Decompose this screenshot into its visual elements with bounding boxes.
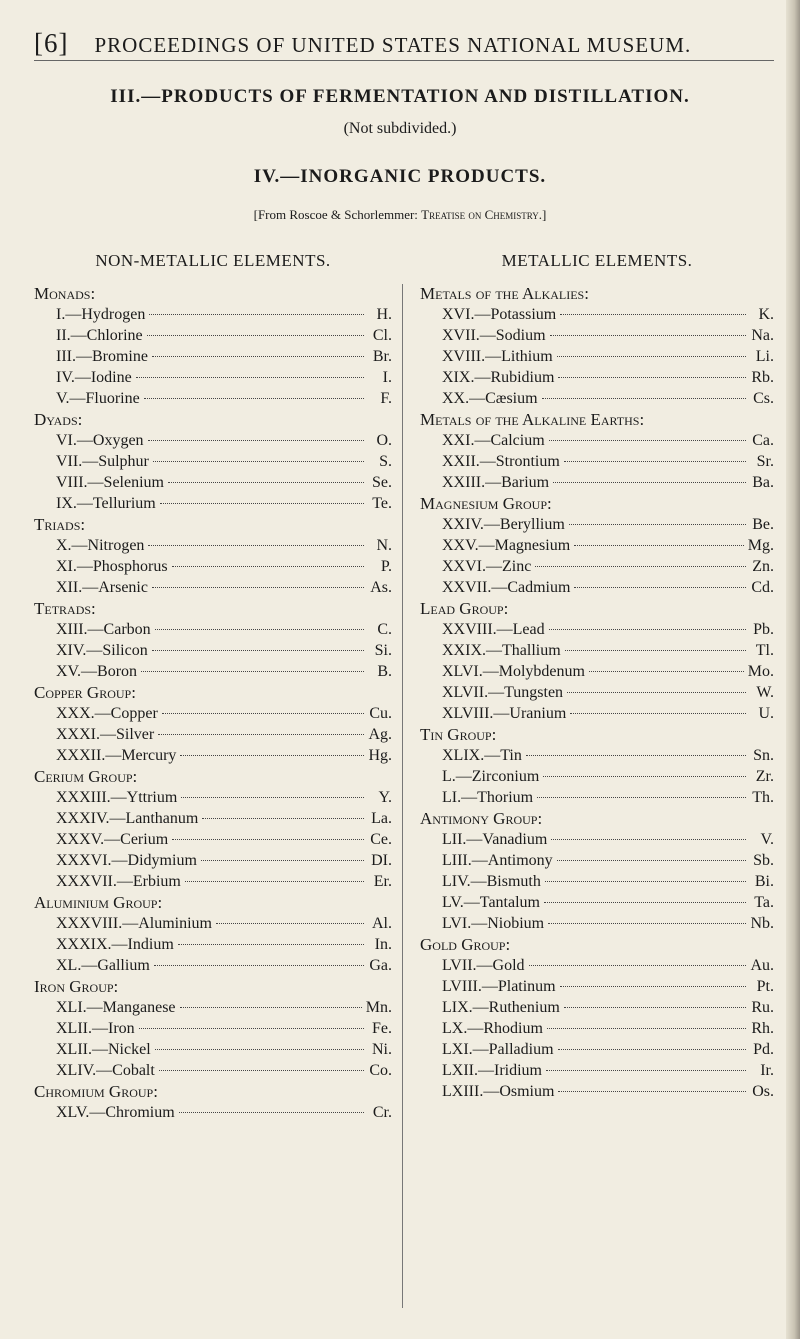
- dot-leader: [542, 398, 746, 399]
- element-symbol: Y.: [378, 789, 392, 806]
- group-heading: Iron Group:: [34, 977, 119, 996]
- element-symbol: Zn.: [752, 558, 774, 575]
- dot-leader: [158, 734, 364, 735]
- element-name: LIX.—Ruthenium: [442, 999, 560, 1016]
- element-symbol: V.: [760, 831, 774, 848]
- element-entry: [34, 913, 392, 934]
- group-heading: Copper Group:: [34, 683, 136, 702]
- source-prefix: [From Roscoe & Schorlemmer:: [253, 207, 418, 222]
- element-entry: [34, 430, 392, 451]
- element-entry: [34, 955, 392, 976]
- element-symbol: Co.: [369, 1062, 392, 1079]
- element-symbol: I.: [382, 369, 392, 386]
- element-entry: [420, 661, 774, 682]
- element-name: XX.—Cæsium: [442, 390, 538, 407]
- element-name: LVII.—Gold: [442, 957, 525, 974]
- element-entry: [420, 577, 774, 598]
- element-entry: [420, 892, 774, 913]
- dot-leader: [564, 1007, 746, 1008]
- element-entry: [420, 955, 774, 976]
- group-heading: Chromium Group:: [34, 1082, 158, 1101]
- element-name: V.—Fluorine: [56, 390, 140, 407]
- dot-leader: [548, 923, 746, 924]
- element-entry: [34, 871, 392, 892]
- element-symbol: U.: [758, 705, 774, 722]
- element-symbol: Mn.: [365, 999, 392, 1016]
- element-symbol: Bi.: [754, 873, 774, 890]
- dot-leader: [564, 461, 746, 462]
- element-entry: [34, 388, 392, 409]
- element-entry: [420, 1039, 774, 1060]
- dot-leader: [148, 545, 364, 546]
- dot-leader: [201, 860, 364, 861]
- dot-leader: [567, 692, 746, 693]
- dot-leader: [557, 356, 746, 357]
- non-metallic-column: [34, 247, 392, 1123]
- element-symbol: Te.: [372, 495, 392, 512]
- element-entry: [34, 556, 392, 577]
- dot-leader: [141, 671, 364, 672]
- element-entry: [420, 745, 774, 766]
- dot-leader: [560, 986, 746, 987]
- dot-leader: [152, 587, 364, 588]
- element-name: LXII.—Iridium: [442, 1062, 542, 1079]
- element-name: LIII.—Antimony: [442, 852, 553, 869]
- element-name: XXXVIII.—Aluminium: [56, 915, 212, 932]
- element-symbol: Na.: [751, 327, 774, 344]
- dot-leader: [557, 860, 746, 861]
- element-entry: [34, 997, 392, 1018]
- element-name: XXXIX.—Indium: [56, 936, 174, 953]
- dot-leader: [154, 965, 364, 966]
- element-symbol: Cd.: [751, 579, 774, 596]
- element-symbol: Os.: [752, 1083, 774, 1100]
- element-symbol: As.: [370, 579, 392, 596]
- element-entry: [420, 304, 774, 325]
- element-symbol: La.: [371, 810, 392, 827]
- element-entry: [34, 493, 392, 514]
- section-4-source: [0, 207, 800, 223]
- element-symbol: Ba.: [752, 474, 774, 491]
- element-symbol: Nb.: [750, 915, 774, 932]
- page-number: [6]: [34, 28, 69, 58]
- non-metallic-groups: [34, 283, 392, 1123]
- element-entry: [420, 472, 774, 493]
- element-entry: [34, 829, 392, 850]
- element-name: XXII.—Strontium: [442, 453, 560, 470]
- group-heading: Triads:: [34, 515, 86, 534]
- dot-leader: [529, 965, 746, 966]
- element-symbol: W.: [756, 684, 774, 701]
- element-entry: [34, 745, 392, 766]
- element-entry: [420, 325, 774, 346]
- group-heading: Dyads:: [34, 410, 83, 429]
- dot-leader: [558, 377, 746, 378]
- element-name: LVI.—Niobium: [442, 915, 545, 932]
- element-symbol: N.: [376, 537, 392, 554]
- element-name: XLIV.—Cobalt: [56, 1062, 155, 1079]
- element-name: XIV.—Silicon: [56, 642, 148, 659]
- element-entry: [34, 808, 392, 829]
- element-name: XXXIII.—Yttrium: [56, 789, 178, 806]
- element-symbol: K.: [758, 306, 774, 323]
- element-name: XLVI.—Molybdenum: [442, 663, 585, 680]
- group-heading: Monads:: [34, 284, 96, 303]
- group-heading: Tetrads:: [34, 599, 96, 618]
- dot-leader: [526, 755, 746, 756]
- dot-leader: [546, 1070, 746, 1071]
- dot-leader: [185, 881, 364, 882]
- element-name: XLII.—Iron: [56, 1020, 135, 1037]
- element-symbol: Sn.: [753, 747, 774, 764]
- element-entry: [420, 640, 774, 661]
- element-symbol: DI.: [371, 852, 392, 869]
- dot-leader: [153, 461, 364, 462]
- element-symbol: Rb.: [751, 369, 774, 386]
- element-entry: [420, 766, 774, 787]
- element-symbol: In.: [374, 936, 392, 953]
- element-symbol: O.: [376, 432, 392, 449]
- dot-leader: [180, 1007, 362, 1008]
- element-entry: [420, 829, 774, 850]
- element-entry: [420, 367, 774, 388]
- dot-leader: [148, 440, 364, 441]
- element-name: XXXV.—Cerium: [56, 831, 169, 848]
- element-entry: [34, 850, 392, 871]
- dot-leader: [139, 1028, 364, 1029]
- dot-leader: [549, 440, 746, 441]
- element-symbol: Mo.: [747, 663, 774, 680]
- dot-leader: [558, 1091, 746, 1092]
- element-symbol: Br.: [372, 348, 392, 365]
- dot-leader: [560, 314, 746, 315]
- element-symbol: Cs.: [753, 390, 774, 407]
- element-name: LXIII.—Osmium: [442, 1083, 555, 1100]
- element-name: LXI.—Palladium: [442, 1041, 554, 1058]
- group-heading: Antimony Group:: [420, 809, 543, 828]
- element-symbol: Ag.: [368, 726, 392, 743]
- element-symbol: Li.: [755, 348, 774, 365]
- dot-leader: [162, 713, 364, 714]
- element-name: XXI.—Calcium: [442, 432, 545, 449]
- element-entry: [34, 472, 392, 493]
- element-entry: [34, 451, 392, 472]
- dot-leader: [155, 1049, 364, 1050]
- dot-leader: [155, 629, 364, 630]
- dot-leader: [535, 566, 746, 567]
- element-entry: [420, 976, 774, 997]
- element-symbol: Pd.: [753, 1041, 774, 1058]
- element-symbol: B.: [377, 663, 392, 680]
- element-entry: [34, 619, 392, 640]
- dot-leader: [172, 566, 364, 567]
- element-name: XXVIII.—Lead: [442, 621, 545, 638]
- element-symbol: Hg.: [368, 747, 392, 764]
- element-symbol: H.: [376, 306, 392, 323]
- dot-leader: [551, 839, 746, 840]
- element-name: L.—Zirconium: [442, 768, 540, 785]
- element-entry: [420, 787, 774, 808]
- element-entry: [420, 619, 774, 640]
- element-symbol: Se.: [372, 474, 392, 491]
- element-name: XIII.—Carbon: [56, 621, 151, 638]
- dot-leader: [168, 482, 364, 483]
- element-name: XLVII.—Tungsten: [442, 684, 564, 701]
- element-entry: [420, 850, 774, 871]
- element-name: XXXII.—Mercury: [56, 747, 177, 764]
- section-3-title: III.—PRODUCTS OF FERMENTATION AND DISTILLATION.: [110, 86, 690, 107]
- element-symbol: Ga.: [369, 957, 392, 974]
- element-entry: [420, 913, 774, 934]
- element-entry: [34, 724, 392, 745]
- element-symbol: Sr.: [756, 453, 774, 470]
- element-entry: [34, 703, 392, 724]
- element-entry: [34, 1060, 392, 1081]
- element-name: LI.—Thorium: [442, 789, 534, 806]
- element-entry: [34, 1102, 392, 1123]
- element-entry: [420, 703, 774, 724]
- element-symbol: Si.: [374, 642, 392, 659]
- element-name: XV.—Boron: [56, 663, 138, 680]
- dot-leader: [152, 356, 364, 357]
- element-entry: [420, 346, 774, 367]
- element-name: XXVI.—Zinc: [442, 558, 532, 575]
- element-symbol: Ta.: [754, 894, 774, 911]
- dot-leader: [159, 1070, 364, 1071]
- dot-leader: [180, 755, 364, 756]
- element-symbol: Tl.: [755, 642, 774, 659]
- element-symbol: Ir.: [760, 1062, 774, 1079]
- element-name: II.—Chlorine: [56, 327, 143, 344]
- group-heading: Tin Group:: [420, 725, 497, 744]
- dot-leader: [179, 1112, 364, 1113]
- element-entry: [34, 1018, 392, 1039]
- dot-leader: [178, 944, 364, 945]
- dot-leader: [144, 398, 364, 399]
- element-entry: [34, 1039, 392, 1060]
- header-rule: [34, 60, 774, 61]
- element-entry: [420, 388, 774, 409]
- element-name: IV.—Iodine: [56, 369, 132, 386]
- section-3-note: (Not subdivided.): [343, 120, 457, 137]
- element-name: XXIX.—Thallium: [442, 642, 561, 659]
- group-heading: Aluminium Group:: [34, 893, 163, 912]
- dot-leader: [172, 839, 364, 840]
- element-name: LIV.—Bismuth: [442, 873, 541, 890]
- element-name: XLI.—Manganese: [56, 999, 176, 1016]
- element-symbol: Cl.: [372, 327, 392, 344]
- element-name: XXXI.—Silver: [56, 726, 155, 743]
- element-entry: [420, 997, 774, 1018]
- element-name: XVII.—Sodium: [442, 327, 546, 344]
- element-name: XXXVII.—Erbium: [56, 873, 181, 890]
- element-symbol: Ru.: [751, 999, 774, 1016]
- element-entry: [420, 871, 774, 892]
- element-name: XLV.—Chromium: [56, 1104, 175, 1121]
- element-name: IX.—Tellurium: [56, 495, 156, 512]
- element-entry: [34, 304, 392, 325]
- dot-leader: [558, 1049, 746, 1050]
- element-entry: [34, 934, 392, 955]
- dot-leader: [574, 545, 744, 546]
- element-symbol: Ce.: [370, 831, 392, 848]
- element-name: LV.—Tantalum: [442, 894, 540, 911]
- dot-leader: [147, 335, 364, 336]
- group-heading: Gold Group:: [420, 935, 511, 954]
- element-name: XIX.—Rubidium: [442, 369, 555, 386]
- element-entry: [34, 535, 392, 556]
- element-entry: [420, 430, 774, 451]
- element-name: XVI.—Potassium: [442, 306, 557, 323]
- element-entry: [34, 367, 392, 388]
- source-work: Treatise on Chemistry.]: [421, 207, 547, 222]
- element-name: XXV.—Magnesium: [442, 537, 571, 554]
- element-name: XXIII.—Barium: [442, 474, 550, 491]
- element-entry: [420, 1081, 774, 1102]
- dot-leader: [574, 587, 746, 588]
- group-heading: Cerium Group:: [34, 767, 138, 786]
- element-symbol: Pt.: [756, 978, 774, 995]
- element-symbol: P.: [380, 558, 392, 575]
- element-name: XL.—Gallium: [56, 957, 150, 974]
- dot-leader: [570, 713, 746, 714]
- dot-leader: [549, 629, 746, 630]
- element-symbol: Ca.: [752, 432, 774, 449]
- column-divider: [402, 284, 403, 1308]
- element-name: XLVIII.—Uranium: [442, 705, 567, 722]
- dot-leader: [589, 671, 744, 672]
- element-entry: [34, 325, 392, 346]
- element-name: LII.—Vanadium: [442, 831, 548, 848]
- dot-leader: [202, 818, 364, 819]
- element-symbol: Au.: [750, 957, 774, 974]
- element-name: XXVII.—Cadmium: [442, 579, 571, 596]
- metallic-heading: METALLIC ELEMENTS.: [501, 251, 693, 270]
- section-4-title: IV.—INORGANIC PRODUCTS.: [253, 166, 547, 187]
- element-entry: [34, 640, 392, 661]
- dot-leader: [160, 503, 364, 504]
- dot-leader: [569, 524, 746, 525]
- element-symbol: Fe.: [372, 1020, 392, 1037]
- element-name: XXX.—Copper: [56, 705, 158, 722]
- dot-leader: [543, 776, 746, 777]
- element-entry: [420, 682, 774, 703]
- element-symbol: Sb.: [753, 852, 774, 869]
- element-symbol: Mg.: [747, 537, 774, 554]
- element-symbol: C.: [377, 621, 392, 638]
- element-entry: [420, 1060, 774, 1081]
- element-entry: [34, 661, 392, 682]
- running-head: [34, 28, 754, 59]
- element-symbol: S.: [379, 453, 392, 470]
- element-symbol: Al.: [372, 915, 392, 932]
- metallic-groups: [420, 283, 774, 1102]
- dot-leader: [152, 650, 364, 651]
- element-symbol: Rh.: [751, 1020, 774, 1037]
- element-symbol: Cr.: [372, 1104, 392, 1121]
- dot-leader: [565, 650, 746, 651]
- dot-leader: [537, 797, 746, 798]
- element-name: III.—Bromine: [56, 348, 148, 365]
- page-edge-shadow: [786, 0, 800, 1339]
- dot-leader: [545, 881, 746, 882]
- dot-leader: [149, 314, 364, 315]
- element-name: XLII.—Nickel: [56, 1041, 151, 1058]
- element-symbol: Pb.: [753, 621, 774, 638]
- element-symbol: Zr.: [755, 768, 774, 785]
- element-name: VII.—Sulphur: [56, 453, 149, 470]
- element-entry: [420, 451, 774, 472]
- element-symbol: Er.: [373, 873, 392, 890]
- non-metallic-heading: NON-METALLIC ELEMENTS.: [95, 251, 331, 270]
- element-name: XI.—Phosphorus: [56, 558, 168, 575]
- element-entry: [34, 577, 392, 598]
- dot-leader: [547, 1028, 746, 1029]
- element-entry: [420, 514, 774, 535]
- element-name: I.—Hydrogen: [56, 306, 146, 323]
- element-name: LVIII.—Platinum: [442, 978, 556, 995]
- group-heading: Metals of the Alkaline Earths:: [420, 410, 645, 429]
- element-entry: [420, 1018, 774, 1039]
- dot-leader: [553, 482, 746, 483]
- dot-leader: [550, 335, 746, 336]
- element-entry: [34, 346, 392, 367]
- element-symbol: Cu.: [369, 705, 392, 722]
- element-symbol: Be.: [752, 516, 774, 533]
- element-name: XXIV.—Beryllium: [442, 516, 565, 533]
- dot-leader: [216, 923, 364, 924]
- element-name: XXXIV.—Lanthanum: [56, 810, 199, 827]
- element-entry: [420, 535, 774, 556]
- element-name: XLIX.—Tin: [442, 747, 522, 764]
- group-heading: Magnesium Group:: [420, 494, 552, 513]
- dot-leader: [136, 377, 364, 378]
- group-heading: Lead Group:: [420, 599, 509, 618]
- metallic-column: [420, 247, 774, 1102]
- element-name: XII.—Arsenic: [56, 579, 148, 596]
- dot-leader: [181, 797, 364, 798]
- element-entry: [420, 556, 774, 577]
- group-heading: Metals of the Alkalies:: [420, 284, 589, 303]
- element-name: X.—Nitrogen: [56, 537, 145, 554]
- element-symbol: F.: [380, 390, 392, 407]
- element-symbol: Th.: [752, 789, 774, 806]
- journal-title: PROCEEDINGS OF UNITED STATES NATIONAL MUSEUM.: [94, 33, 692, 57]
- element-name: VIII.—Selenium: [56, 474, 164, 491]
- element-name: VI.—Oxygen: [56, 432, 144, 449]
- element-name: XVIII.—Lithium: [442, 348, 553, 365]
- element-symbol: Ni.: [372, 1041, 392, 1058]
- element-name: XXXVI.—Didymium: [56, 852, 197, 869]
- element-name: LX.—Rhodium: [442, 1020, 543, 1037]
- dot-leader: [544, 902, 746, 903]
- element-entry: [34, 787, 392, 808]
